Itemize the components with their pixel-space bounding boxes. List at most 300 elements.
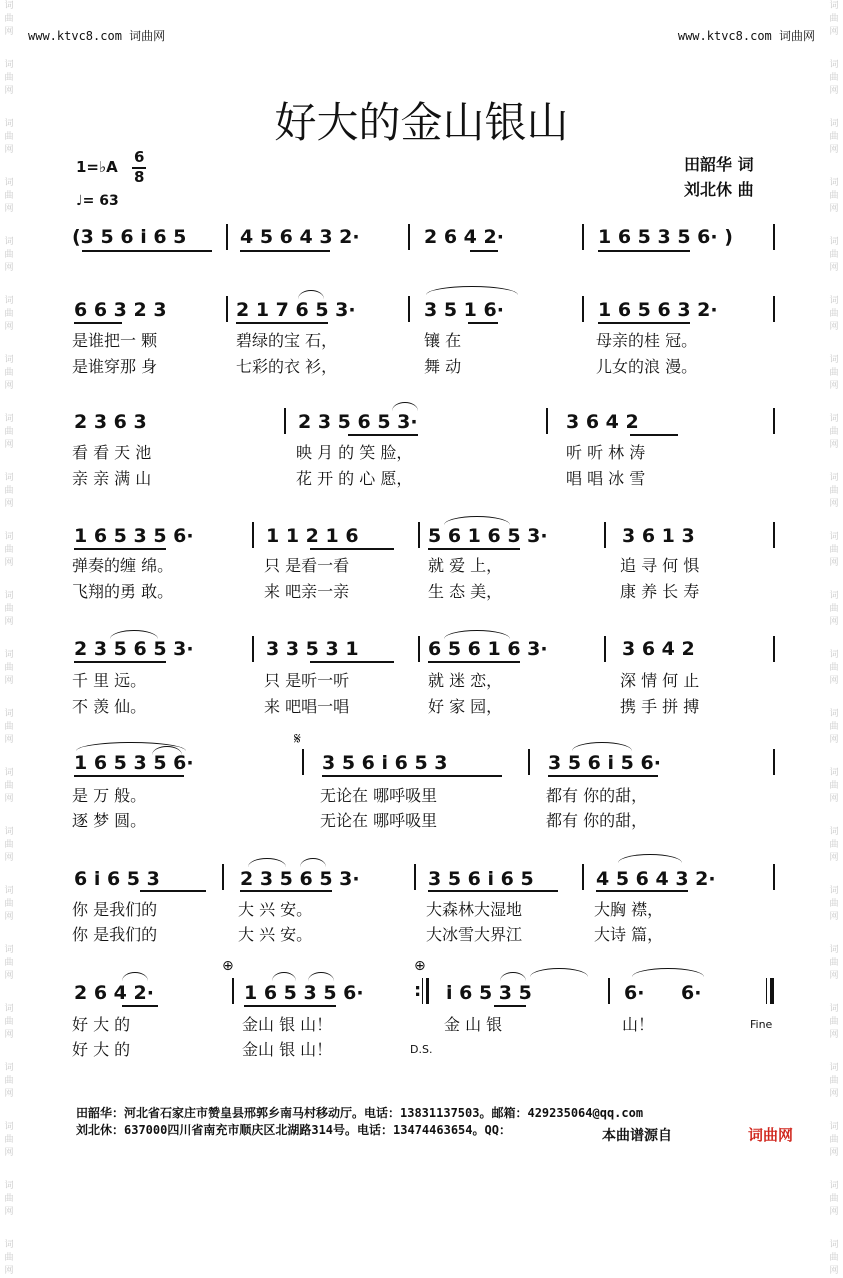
lyric-5-0-v2: 逐 梦 圆。 [72, 811, 147, 830]
watermark-char: 网 [4, 440, 14, 450]
underline [428, 661, 520, 663]
barline [582, 296, 584, 322]
footer-contact-composer: 刘北休：637000四川省南充市顺庆区北湖路314号。电话：13474463654。QQ： [76, 1123, 511, 1137]
watermark-char: 曲 [829, 191, 839, 201]
watermark-char: 曲 [829, 132, 839, 142]
watermark-char: 网 [829, 27, 839, 37]
lyric-4-3-v1: 深 情 何 止 [620, 671, 700, 690]
watermark-char: 曲 [4, 427, 14, 437]
measure-5-0: 1 6 5 3 5 6· [74, 752, 194, 774]
watermark-char: 网 [4, 86, 14, 96]
watermark-char: 词 [4, 650, 14, 660]
underline [470, 250, 498, 252]
underline [74, 548, 166, 550]
measure-6-3: 4 5 6 4 3 2· [596, 868, 716, 890]
watermark-group [825, 354, 843, 393]
watermark-char: 词 [4, 119, 14, 129]
lyric-4-1-v1: 只 是听一听 [264, 671, 350, 690]
watermark-char: 曲 [829, 1076, 839, 1086]
watermark-group [0, 708, 18, 747]
watermark-char: 词 [829, 1, 839, 11]
watermark-char: 网 [4, 1089, 14, 1099]
slur [618, 854, 682, 863]
watermark-char: 词 [4, 296, 14, 306]
watermark-group [0, 649, 18, 688]
watermark-char: 词 [829, 119, 839, 129]
watermark-group [825, 1180, 843, 1219]
watermark-char: 词 [4, 1063, 14, 1073]
watermark-char: 曲 [829, 368, 839, 378]
lyric-2-0-v2: 亲 亲 满 山 [72, 469, 152, 488]
measure-2-1: 2 3 5 6 5 3· [298, 411, 418, 433]
barline [608, 978, 610, 1004]
underline [348, 434, 418, 436]
watermark-char: 曲 [4, 1076, 14, 1086]
watermark-char: 网 [4, 1030, 14, 1040]
measure-2-0: 2 3 6 3 [74, 411, 147, 433]
watermark-char: 网 [4, 971, 14, 981]
fine-mark: Fine [750, 1018, 773, 1031]
barline [252, 522, 254, 548]
barline [773, 296, 775, 322]
watermark-char: 曲 [4, 840, 14, 850]
watermark-char: 曲 [4, 1135, 14, 1145]
underline [598, 322, 690, 324]
final-barline-thin [766, 978, 767, 1004]
watermark-group [0, 1239, 18, 1278]
watermark-char: 词 [4, 886, 14, 896]
watermark-char: 曲 [829, 1253, 839, 1263]
slur [632, 968, 704, 977]
slur [298, 290, 324, 299]
watermark-group [825, 177, 843, 216]
ds-mark: D.S. [410, 1043, 433, 1056]
watermark-group [0, 531, 18, 570]
watermark-group [0, 885, 18, 924]
footer-contact-lyricist: 田韶华：河北省石家庄市赞皇县邢郭乡南马村移动厅。电话：13831137503。邮箱：429235064@qq.com [76, 1106, 644, 1120]
watermark-char: 词 [829, 237, 839, 247]
watermark-char: 网 [829, 204, 839, 214]
watermark-char: 网 [4, 1266, 14, 1276]
lyric-4-2-v2: 好 家 园， [428, 697, 503, 716]
watermark-char: 词 [4, 1, 14, 11]
watermark-group [825, 708, 843, 747]
barline [226, 296, 228, 322]
watermark-char: 曲 [829, 899, 839, 909]
watermark-group [825, 0, 843, 39]
underline [122, 1005, 158, 1007]
watermark-char: 曲 [4, 1194, 14, 1204]
coda-icon-2: ⊕ [414, 958, 426, 974]
watermark-char: 词 [4, 473, 14, 483]
watermark-char: 网 [4, 1207, 14, 1217]
watermark-char: 词 [829, 296, 839, 306]
watermark-char: 词 [829, 768, 839, 778]
lyric-7-1-v1: 金山 银 山！ [242, 1015, 333, 1034]
right-watermark-strip [825, 0, 843, 1276]
measure-2-2: 3 6 4 2 [566, 411, 639, 433]
watermark-char: 网 [829, 853, 839, 863]
measure-5-2: 3 5 6 i 5 6· [548, 752, 661, 774]
watermark-char: 词 [829, 1122, 839, 1132]
watermark-group [825, 885, 843, 924]
lyric-1-3-v2: 儿女的浪 漫。 [596, 357, 698, 376]
lyric-1-3-v1: 母亲的桂 冠。 [596, 331, 698, 350]
lyric-5-2-v2: 都有 你的甜， [546, 811, 648, 830]
lyric-6-2-v1: 大森林大湿地 [426, 900, 523, 919]
underline [82, 250, 212, 252]
slur [300, 858, 326, 867]
left-watermark-strip [0, 0, 18, 1276]
watermark-group [825, 590, 843, 629]
watermark-char: 词 [4, 532, 14, 542]
final-barline-thick [770, 978, 774, 1004]
watermark-char: 词 [4, 591, 14, 601]
watermark-group [825, 413, 843, 452]
barline [284, 408, 286, 434]
watermark-group [825, 944, 843, 983]
barline [582, 864, 584, 890]
measure-7-1: 1 6 5 3 5 6· [244, 982, 364, 1004]
watermark-char: 词 [829, 532, 839, 542]
watermark-char: 网 [4, 558, 14, 568]
slur [122, 972, 148, 981]
lyric-2-2-v2: 唱 唱 冰 雪 [566, 469, 646, 488]
lyric-3-1-v1: 只 是看一看 [264, 556, 350, 575]
underline [494, 1005, 526, 1007]
header-url-right[interactable]: www.ktvc8.com 词曲网 [677, 29, 815, 43]
watermark-char: 网 [4, 794, 14, 804]
watermark-char: 词 [829, 945, 839, 955]
slur [392, 402, 418, 411]
watermark-char: 网 [4, 204, 14, 214]
watermark-char: 词 [4, 827, 14, 837]
watermark-char: 曲 [829, 840, 839, 850]
watermark-char: 曲 [4, 663, 14, 673]
watermark-char: 曲 [4, 191, 14, 201]
measure-6-0: 6 i 6 5 3 [74, 868, 160, 890]
watermark-group [825, 649, 843, 688]
watermark-char: 网 [829, 145, 839, 155]
watermark-char: 曲 [829, 427, 839, 437]
lyric-6-1-v2: 大 兴 安。 [238, 925, 313, 944]
watermark-group [0, 177, 18, 216]
lyric-5-1-v2: 无论在 哪呼吸里 [320, 811, 438, 830]
watermark-char: 网 [4, 322, 14, 332]
watermark-char: 网 [829, 676, 839, 686]
watermark-char: 词 [4, 1181, 14, 1191]
lyric-3-3-v2: 康 养 长 寿 [620, 582, 700, 601]
barline [773, 522, 775, 548]
watermark-char: 曲 [4, 722, 14, 732]
watermark-char: 网 [4, 381, 14, 391]
underline [322, 775, 502, 777]
lyric-3-0-v2: 飞翔的勇 敢。 [72, 582, 174, 601]
watermark-char: 曲 [4, 73, 14, 83]
barline [232, 978, 234, 1004]
underline [310, 548, 394, 550]
measure-7-3: 6· 6· [624, 982, 702, 1004]
underline [598, 250, 690, 252]
lyric-7-3-v1: 山！ [622, 1015, 655, 1034]
watermark-char: 曲 [829, 73, 839, 83]
underline [74, 775, 184, 777]
watermark-char: 网 [829, 794, 839, 804]
watermark-char: 曲 [829, 781, 839, 791]
repeat-dots: : [414, 980, 422, 1001]
barline [773, 864, 775, 890]
watermark-char: 曲 [4, 14, 14, 24]
slur [308, 972, 334, 981]
watermark-char: 词 [4, 60, 14, 70]
watermark-group [825, 1239, 843, 1278]
lyric-2-2-v1: 听 听 林 涛 [566, 443, 646, 462]
barline [418, 522, 420, 548]
watermark-char: 词 [829, 709, 839, 719]
watermark-char: 曲 [829, 486, 839, 496]
watermark-char: 词 [829, 886, 839, 896]
watermark-char: 网 [4, 912, 14, 922]
lyric-1-1-v2: 七彩的衣 衫， [236, 357, 338, 376]
underline [240, 890, 332, 892]
watermark-group [825, 767, 843, 806]
segno-icon: 𝄋 [294, 729, 301, 748]
watermark-char: 网 [829, 322, 839, 332]
underline [140, 890, 206, 892]
watermark-char: 网 [829, 617, 839, 627]
watermark-group [0, 0, 18, 39]
watermark-char: 网 [829, 440, 839, 450]
measure-4-0: 2 3 5 6 5 3· [74, 638, 194, 660]
watermark-char: 词 [829, 355, 839, 365]
barline [408, 296, 410, 322]
watermark-char: 曲 [4, 250, 14, 260]
watermark-group [0, 295, 18, 334]
lyric-1-0-v2: 是谁穿那 身 [72, 357, 158, 376]
watermark-char: 曲 [829, 309, 839, 319]
measure-3-0: 1 6 5 3 5 6· [74, 525, 194, 547]
watermark-char: 曲 [4, 486, 14, 496]
lyric-2-0-v1: 看 看 天 池 [72, 443, 152, 462]
lyric-1-1-v1: 碧绿的宝 石， [236, 331, 338, 350]
underline [596, 890, 688, 892]
barline-thin [422, 978, 423, 1004]
watermark-char: 网 [4, 853, 14, 863]
watermark-char: 词 [4, 945, 14, 955]
measure-7-0: 2 6 4 2· [74, 982, 154, 1004]
watermark-char: 网 [4, 617, 14, 627]
measure-7-2: i 6 5 3 5 [446, 982, 532, 1004]
watermark-char: 曲 [829, 14, 839, 24]
watermark-char: 网 [829, 381, 839, 391]
watermark-char: 词 [829, 1063, 839, 1073]
lyric-7-1-v2: 金山 银 山！ [242, 1040, 333, 1059]
measure-0-1: 4 5 6 4 3 2· [240, 226, 360, 248]
barline [408, 224, 410, 250]
lyric-3-1-v2: 来 吧亲一亲 [264, 582, 350, 601]
watermark-group [0, 1121, 18, 1160]
watermark-char: 词 [829, 591, 839, 601]
watermark-char: 词 [829, 1240, 839, 1250]
watermark-char: 曲 [829, 545, 839, 555]
barline [302, 749, 304, 775]
barline [582, 224, 584, 250]
key-signature: 1=♭A [76, 158, 118, 176]
header-url-left[interactable]: www.ktvc8.com 词曲网 [28, 29, 166, 43]
watermark-group [0, 472, 18, 511]
lyric-6-3-v2: 大诗 篇， [594, 925, 664, 944]
watermark-char: 词 [829, 650, 839, 660]
watermark-char: 词 [4, 1004, 14, 1014]
time-signature-bottom: 8 [134, 168, 145, 186]
watermark-group [825, 236, 843, 275]
footer-source-label: 本曲谱源自 [602, 1128, 672, 1144]
slur [272, 972, 296, 981]
watermark-char: 曲 [4, 368, 14, 378]
watermark-char: 曲 [4, 1253, 14, 1263]
watermark-group [0, 413, 18, 452]
watermark-char: 网 [4, 263, 14, 273]
underline [236, 322, 328, 324]
watermark-char: 词 [4, 355, 14, 365]
barline [418, 636, 420, 662]
watermark-group [825, 472, 843, 511]
underline [240, 250, 330, 252]
tempo-mark: ♩= 63 [76, 193, 119, 209]
watermark-char: 网 [4, 735, 14, 745]
watermark-char: 词 [4, 414, 14, 424]
song-title: 好大的金山银山 [274, 98, 569, 147]
barline [773, 408, 775, 434]
slur [500, 972, 526, 981]
underline [74, 661, 166, 663]
watermark-char: 词 [829, 827, 839, 837]
measure-4-3: 3 6 4 2 [622, 638, 695, 660]
underline [244, 1005, 336, 1007]
watermark-char: 曲 [4, 1017, 14, 1027]
barline [252, 636, 254, 662]
slur [248, 858, 286, 867]
lyric-6-0-v1: 你 是我们的 [72, 900, 158, 919]
watermark-char: 曲 [829, 1194, 839, 1204]
lyric-4-2-v1: 就 迷 恋， [428, 671, 503, 690]
slur [444, 516, 510, 525]
time-signature-top: 6 [134, 148, 145, 166]
watermark-char: 网 [829, 735, 839, 745]
barline [528, 749, 530, 775]
underline [74, 322, 122, 324]
watermark-group [0, 590, 18, 629]
watermark-group [825, 1062, 843, 1101]
lyric-7-0-v1: 好 大 的 [72, 1015, 131, 1034]
underline [630, 434, 678, 436]
slur [572, 742, 632, 751]
lyric-4-0-v1: 千 里 远。 [72, 671, 147, 690]
watermark-char: 曲 [829, 1135, 839, 1145]
watermark-char: 网 [829, 971, 839, 981]
watermark-char: 词 [4, 237, 14, 247]
watermark-char: 曲 [4, 132, 14, 142]
watermark-char: 网 [829, 263, 839, 273]
watermark-char: 网 [4, 1148, 14, 1158]
watermark-char: 网 [829, 1089, 839, 1099]
watermark-group [0, 354, 18, 393]
lyric-3-2-v2: 生 态 美， [428, 582, 503, 601]
watermark-char: 曲 [829, 604, 839, 614]
watermark-char: 词 [829, 60, 839, 70]
measure-1-1: 2 1 7 6 5 3· [236, 299, 356, 321]
watermark-char: 网 [829, 912, 839, 922]
watermark-char: 网 [829, 1207, 839, 1217]
watermark-char: 词 [829, 1004, 839, 1014]
barline [222, 864, 224, 890]
lyric-3-3-v1: 追 寻 何 惧 [620, 556, 700, 575]
watermark-char: 词 [4, 709, 14, 719]
watermark-char: 网 [829, 86, 839, 96]
barline [604, 522, 606, 548]
measure-0-0: (3 5 6 i 6 5 [72, 226, 187, 248]
slur [110, 630, 158, 639]
lyric-2-1-v1: 映 月 的 笑 脸， [296, 443, 413, 462]
watermark-char: 网 [4, 27, 14, 37]
lyric-1-2-v1: 镶 在 [424, 331, 462, 350]
lyric-4-3-v2: 携 手 拼 搏 [620, 697, 700, 716]
measure-6-2: 3 5 6 i 6 5 [428, 868, 534, 890]
measure-0-3: 1 6 5 3 5 6· ) [598, 226, 733, 248]
watermark-group [0, 767, 18, 806]
watermark-char: 词 [4, 768, 14, 778]
watermark-char: 曲 [4, 604, 14, 614]
watermark-char: 曲 [829, 250, 839, 260]
barline [773, 636, 775, 662]
lyric-6-1-v1: 大 兴 安。 [238, 900, 313, 919]
underline [428, 890, 558, 892]
watermark-char: 词 [4, 1240, 14, 1250]
barline [414, 864, 416, 890]
watermark-group [0, 826, 18, 865]
measure-0-2: 2 6 4 2· [424, 226, 504, 248]
watermark-char: 网 [829, 1266, 839, 1276]
barline [773, 749, 775, 775]
barline [604, 636, 606, 662]
watermark-group [0, 1180, 18, 1219]
composer-credit: 刘北休 曲 [684, 180, 754, 199]
watermark-group [0, 944, 18, 983]
watermark-group [825, 826, 843, 865]
watermark-char: 曲 [829, 958, 839, 968]
watermark-group [825, 1121, 843, 1160]
barline [226, 224, 228, 250]
measure-1-2: 3 5 1 6· [424, 299, 504, 321]
lyric-3-2-v1: 就 爱 上， [428, 556, 503, 575]
watermark-char: 曲 [829, 663, 839, 673]
watermark-char: 网 [4, 145, 14, 155]
measure-1-0: 6 6 3 2 3 [74, 299, 167, 321]
underline [310, 661, 394, 663]
lyric-6-0-v2: 你 是我们的 [72, 925, 158, 944]
lyric-4-1-v2: 来 吧唱一唱 [264, 697, 350, 716]
brand-logo[interactable]: 词曲网 [748, 1126, 794, 1144]
lyric-6-3-v1: 大胸 襟， [594, 900, 664, 919]
watermark-char: 词 [829, 1181, 839, 1191]
barline [546, 408, 548, 434]
watermark-char: 词 [829, 178, 839, 188]
measure-3-3: 3 6 1 3 [622, 525, 695, 547]
watermark-char: 网 [829, 558, 839, 568]
measure-1-3: 1 6 5 6 3 2· [598, 299, 718, 321]
watermark-group [825, 1003, 843, 1042]
measure-5-1: 3 5 6 i 6 5 3 [322, 752, 448, 774]
